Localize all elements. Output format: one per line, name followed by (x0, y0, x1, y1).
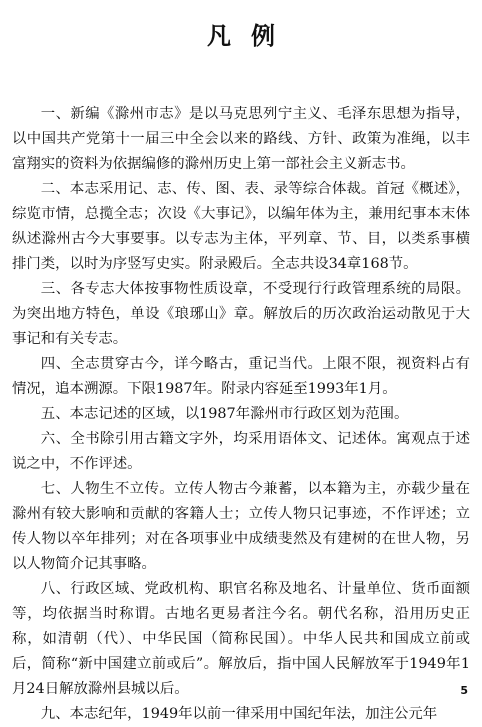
paragraph-9: 九、本志纪年，1949年以前一律采用中国纪年法，加注公元年 (40, 706, 438, 722)
paragraph-6: 六、全书除引用古籍文字外，均采用语体文、记述体。寓观点于述说之中，不作评述。 (12, 431, 470, 472)
page-number: 5 (460, 684, 468, 697)
paragraph-5: 五、本志记述的区域，以1987年滁州市行政区划为范围。 (40, 406, 409, 422)
paragraph-1: 一、新编《滁州市志》是以马克思列宁主义、毛泽东思想为指导，以中国共产党第十一届三中全会以来的路线、方针、政策为准绳，以丰富翔实的资料为依据编修的滁州历史上第一部社会主义新志书。 (12, 106, 470, 172)
page-title: 凡例 (207, 22, 295, 50)
document-body (12, 102, 470, 727)
paragraph-2: 二、本志采用记、志、传、图、表、录等综合体裁。首冠《概述》，综览市情，总揽全志；次设《大事记》，以编年体为主，兼用纪事本末体纵述滁州古今大事要事。以专志为主体，平列章、节、目，以类系事横排门类，以时为序竖写史实。附录殿后。全志共设34章168节。 (12, 181, 470, 272)
paragraph-3: 三、各专志大体按事物性质设章，不受现行行政管理系统的局限。为突出地方特色，单设《琅琊山》章。解放后的历次政治运动散见于大事记和有关专志。 (12, 281, 470, 347)
paragraph-8: 八、行政区域、党政机构、职官名称及地名、计量单位、货币面额等，均依据当时称谓。古地名更易者注今名。朝代名称，沿用历史正称，如清朝（代）、中华民国（简称民国）。中华人民共和国成立前或后，简称“新中国建立前或后”。解放后，指中国人民解放军于1949年1月24日解放滁州县城以后。 (12, 581, 470, 697)
paragraph-7: 七、人物生不立传。立传人物古今兼蓄，以本籍为主，亦载少量在滁州有较大影响和贡献的客籍人士；立传人物只记事迹，不作评述；立传人物以卒年排列；对在各项事业中成绩斐然及有建树的在世人物，另以人物简介记其事略。 (12, 481, 470, 572)
paragraph-4: 四、全志贯穿古今，详今略古，重记当代。上限不限，视资料占有情况，追本溯源。下限1987年。附录内容延至1993年1月。 (12, 356, 470, 397)
